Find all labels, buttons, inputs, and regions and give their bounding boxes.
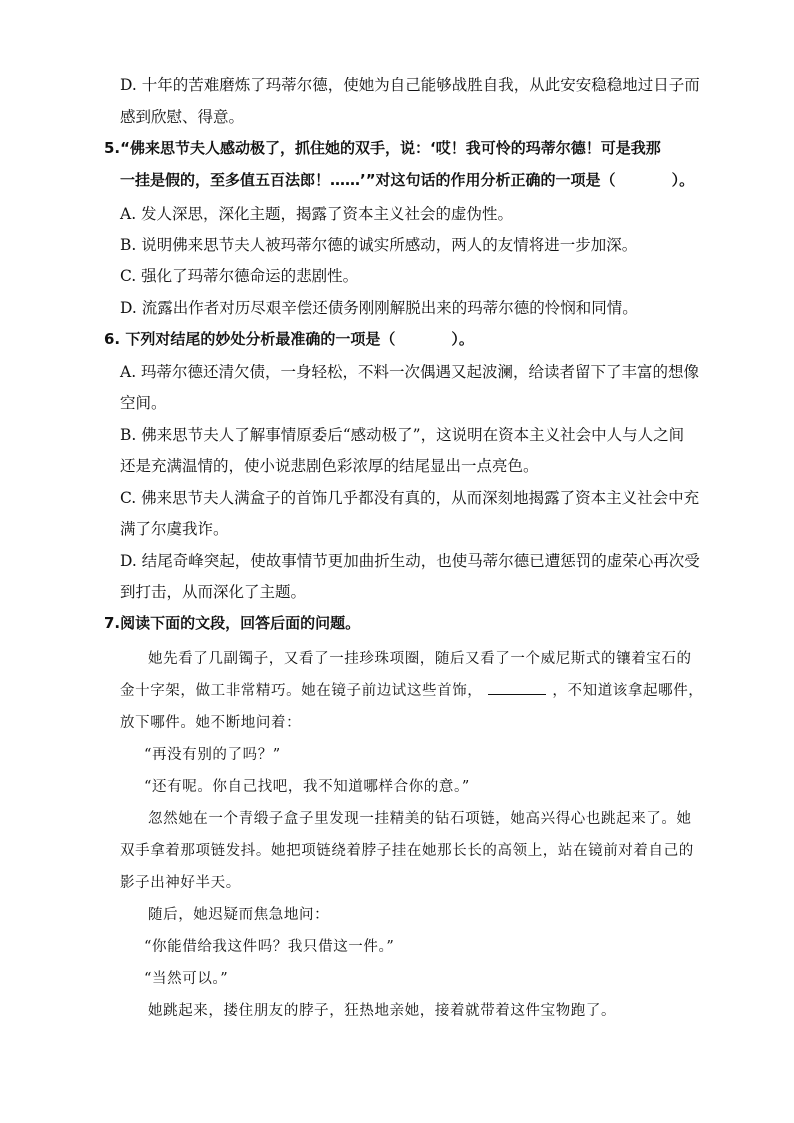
q6-stem-close: ）。 <box>451 330 474 348</box>
q5-stem-close: ）。 <box>671 171 695 189</box>
passage-dialogue-2: “还有呢。你自己找吧，我不知道哪样合你的意。” <box>144 779 470 795</box>
q6-option-a-line2: 空间。 <box>120 394 167 412</box>
q5-stem-line2 <box>120 169 694 191</box>
passage-p1-line1: 她先看了几副镯子，又看了一挂珍珠项圈，随后又看了一个威尼斯式的镶着宝石的 <box>148 651 692 667</box>
passage-p2-line3: 影子出神好半天。 <box>120 875 241 891</box>
passage-dialogue-1: “再没有别的了吗？” <box>144 747 281 763</box>
passage-dialogue-4: “当然可以。” <box>144 971 229 987</box>
q4-option-d-line1: D. 十年的苦难磨炼了玛蒂尔德，使她为自己能够战胜自我，从此安安稳稳地过日子而 <box>120 76 700 94</box>
q5-option-a: A. 发人深思，深化主题，揭露了资本主义社会的虚伪性。 <box>120 205 514 223</box>
passage-fill-blank[interactable] <box>488 680 546 695</box>
q6-option-d-line2: 到打击，从而深化了主题。 <box>120 583 307 601</box>
q7-stem: 7.阅读下面的文段，回答后面的问题。 <box>104 614 361 632</box>
passage-p1-line3: 放下哪件。她不断地问着： <box>120 715 302 731</box>
passage-p1-text: 金十字架，做工非常精巧。她在镜子前边试这些首饰， <box>120 683 483 699</box>
passage-p2-line1: 忽然她在一个青缎子盒子里发现一挂精美的钻石项链，她高兴得心也跳起来了。她 <box>148 811 692 827</box>
passage-p1-line2 <box>120 680 703 702</box>
q4-option-d-line2: 感到欣慰、得意。 <box>120 108 245 126</box>
passage-p1-text-after: ，不知道该拿起哪件， <box>552 683 704 699</box>
q6-option-c-line2: 满了尔虞我诈。 <box>120 520 229 538</box>
q5-stem-line1: 5.“佛来思节夫人感动极了，抓住她的双手，说：‘哎！我可怜的玛蒂尔德！可是我那 <box>104 139 661 157</box>
passage-p2-line2: 双手拿着那项链发抖。她把项链绕着脖子挂在她那长长的高领上，站在镜前对着自己的 <box>120 843 694 859</box>
passage-p4-line1: 她跳起来，搂住朋友的脖子，狂热地亲她，接着就带着这件宝物跑了。 <box>148 1003 617 1019</box>
q6-option-b-line2: 还是充满温情的，使小说悲剧色彩浓厚的结尾显出一点亮色。 <box>120 457 539 475</box>
passage-dialogue-3: “你能借给我这件吗？我只借这一件。” <box>144 939 395 955</box>
q6-option-c-line1: C. 佛来思节夫人满盒子的首饰几乎都没有真的，从而深刻地揭露了资本主义社会中充 <box>120 489 700 507</box>
q5-option-d: D. 流露出作者对历尽艰辛偿还债务刚刚解脱出来的玛蒂尔德的怜悯和同情。 <box>120 299 638 317</box>
q6-stem <box>104 328 474 350</box>
q6-option-a-line1: A. 玛蒂尔德还清欠债，一身轻松，不料一次偶遇又起波澜，给读者留下了丰富的想像 <box>120 363 700 381</box>
q5-option-b: B. 说明佛来思节夫人被玛蒂尔德的诚实所感动，两人的友情将进一步加深。 <box>120 236 638 254</box>
q6-option-d-line1: D. 结尾奇峰突起，使故事情节更加曲折生动，也使马蒂尔德已遭惩罚的虚荣心再次受 <box>120 552 700 570</box>
q6-option-b-line1: B. 佛来思节夫人了解事情原委后“感动极了”，这说明在资本主义社会中人与人之间 <box>120 426 685 444</box>
q5-option-c: C. 强化了玛蒂尔德命运的悲剧性。 <box>120 267 359 285</box>
passage-p3-line1: 随后，她迟疑而焦急地问： <box>148 907 330 923</box>
q6-stem-text: 6. 下列对结尾的妙处分析最准确的一项是（ <box>104 330 396 348</box>
q5-stem-text: 一挂是假的，至多值五百法郎！……’”对这句话的作用分析正确的一项是（ <box>120 171 616 189</box>
